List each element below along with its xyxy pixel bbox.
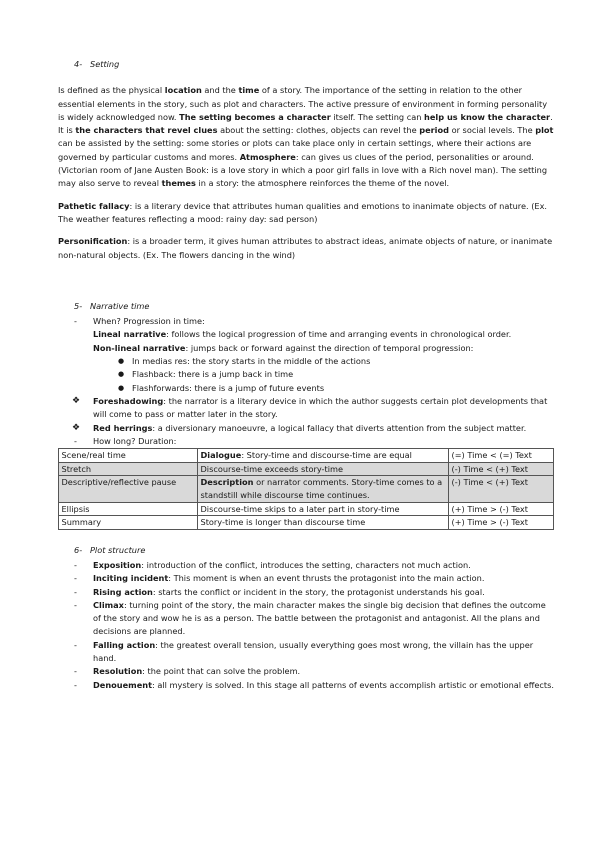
- table-row: [58, 449, 553, 463]
- list-item: - Denouement: all mystery is solved. In this stage all patterns of events accomplish artistic or emotional effects.: [74, 679, 554, 690]
- table-row: [58, 516, 553, 530]
- section-number: 6-: [74, 544, 83, 555]
- list-item: - Falling action: the greatest overall tension, usually everything goes most wrong, the villain has the upper hand.: [74, 639, 534, 664]
- table-cell-relation: (-) Time < (+) Text: [448, 476, 553, 502]
- plot-structure-list: [58, 559, 554, 692]
- table-cell-description: Discourse-time skips to a later part in story-time: [197, 502, 448, 516]
- table-cell-relation: (+) Time > (-) Text: [448, 516, 553, 530]
- table-cell-description: Discourse-time exceeds story-time: [197, 462, 448, 476]
- table-row: [58, 462, 553, 476]
- table-cell-technique: Stretch: [58, 462, 197, 476]
- list-item-foreshadowing: ❖ Foreshadowing: the narrator is a literary device in which the author suggests certain plot developments that will come to pass or matter later in the story.: [72, 395, 548, 420]
- section-heading-narrative-time: [74, 300, 554, 313]
- bullet-item: ● Flashforwards: there is a jump of future events: [118, 382, 325, 393]
- table-row: [58, 502, 553, 516]
- document-page: [58, 58, 554, 692]
- bullet-item: ● Flashback: there is a jump back in time: [118, 369, 294, 380]
- table-cell-relation: (=) Time < (=) Text: [448, 449, 553, 463]
- setting-definition-paragraph: Is defined as the physical location and the time of a story. The importance of the setting in relation to the other essential elements in the story, such as plot and characters. The active pressure of environment in forming personality is widely acknowledged now. The setting becomes a character itself. The setting can help us know the character. It is the characters that revel clues about the setting: clothes, objects can revel the period or social levels. The plot can be assisted by the setting: some stories or plots can take place only in certain settings, where their actions are governed by particular customs and mores. Atmosphere: can gives us clues of the period, personalities or around. (Victorian room of Jane Austen Book: is a love story in which a poor girl falls in love with a Rich novel man). The setting may also serve to reveal themes in a story: the atmosphere reinforces the theme of the novel.: [58, 85, 554, 189]
- table-cell-technique: Descriptive/reflective pause: [58, 476, 197, 502]
- section-title: Narrative time: [90, 300, 150, 311]
- personification-paragraph: Personification: is a broader term, it gives human attributes to abstract ideas, animate objects of nature, or inanimate non-natural objects. (Ex. The flowers dancing in the wind): [58, 236, 553, 260]
- section-heading-plot-structure: [74, 544, 554, 557]
- bullet-item: ● In medias res: the story starts in the middle of the actions: [118, 356, 371, 367]
- table-cell-technique: Summary: [58, 516, 197, 530]
- nonlineal-narrative-text: Non-lineal narrative: jumps back or forward against the direction of temporal progression:: [93, 342, 474, 353]
- table-cell-relation: (+) Time > (-) Text: [448, 502, 553, 516]
- diamond-bullet-icon: ❖: [72, 422, 81, 433]
- table-cell-technique: Ellipsis: [58, 502, 197, 516]
- list-item: - Resolution: the point that can solve the problem.: [74, 666, 301, 677]
- list-item: - Rising action: starts the conflict or incident in the story, the protagonist understands his goal.: [74, 586, 485, 597]
- table-cell-description: Dialogue: Story-time and discourse-time are equal: [197, 449, 448, 463]
- list-item-when: - When? Progression in time:: [74, 316, 205, 327]
- section-heading-setting: [74, 58, 554, 71]
- section-number: 4-: [74, 59, 83, 69]
- duration-table: [58, 448, 554, 530]
- lineal-narrative-text: Lineal narrative: follows the logical progression of time and arranging events in chronological order.: [93, 329, 512, 340]
- table-cell-description: Story-time is longer than discourse time: [197, 516, 448, 530]
- table-row: [58, 476, 553, 502]
- list-item: - Climax: turning point of the story, the main character makes the single big decision that defines the outcome of the story and wow he is as a person. The battle between the protagonist and antagonist. All the plans and decisions are planned.: [74, 599, 546, 637]
- list-item-how-long: - How long? Duration:: [74, 435, 177, 446]
- pathetic-fallacy-paragraph: Pathetic fallacy: is a literary device that attributes human qualities and emotions to inanimate objects of nature. (Ex. The weather features reflecting a mood: rainy day: sad person): [58, 200, 548, 224]
- table-cell-relation: (-) Time < (+) Text: [448, 462, 553, 476]
- table-cell-description: Description or narrator comments. Story-time comes to a standstill while discourse time continues.: [197, 476, 448, 502]
- list-item: - Inciting incident: This moment is when an event thrusts the protagonist into the main action.: [74, 573, 485, 584]
- section-title: Plot structure: [90, 544, 146, 555]
- table-cell-technique: Scene/real time: [58, 449, 197, 463]
- section-number: 5-: [74, 300, 83, 311]
- diamond-bullet-icon: ❖: [72, 395, 81, 406]
- list-item: - Exposition: introduction of the conflict, introduces the setting, characters not much action.: [74, 559, 471, 570]
- section-title: Setting: [90, 59, 120, 69]
- list-item-red-herrings: ❖ Red herrings: a diversionary manoeuvre, a logical fallacy that diverts attention from the subject matter.: [58, 422, 554, 435]
